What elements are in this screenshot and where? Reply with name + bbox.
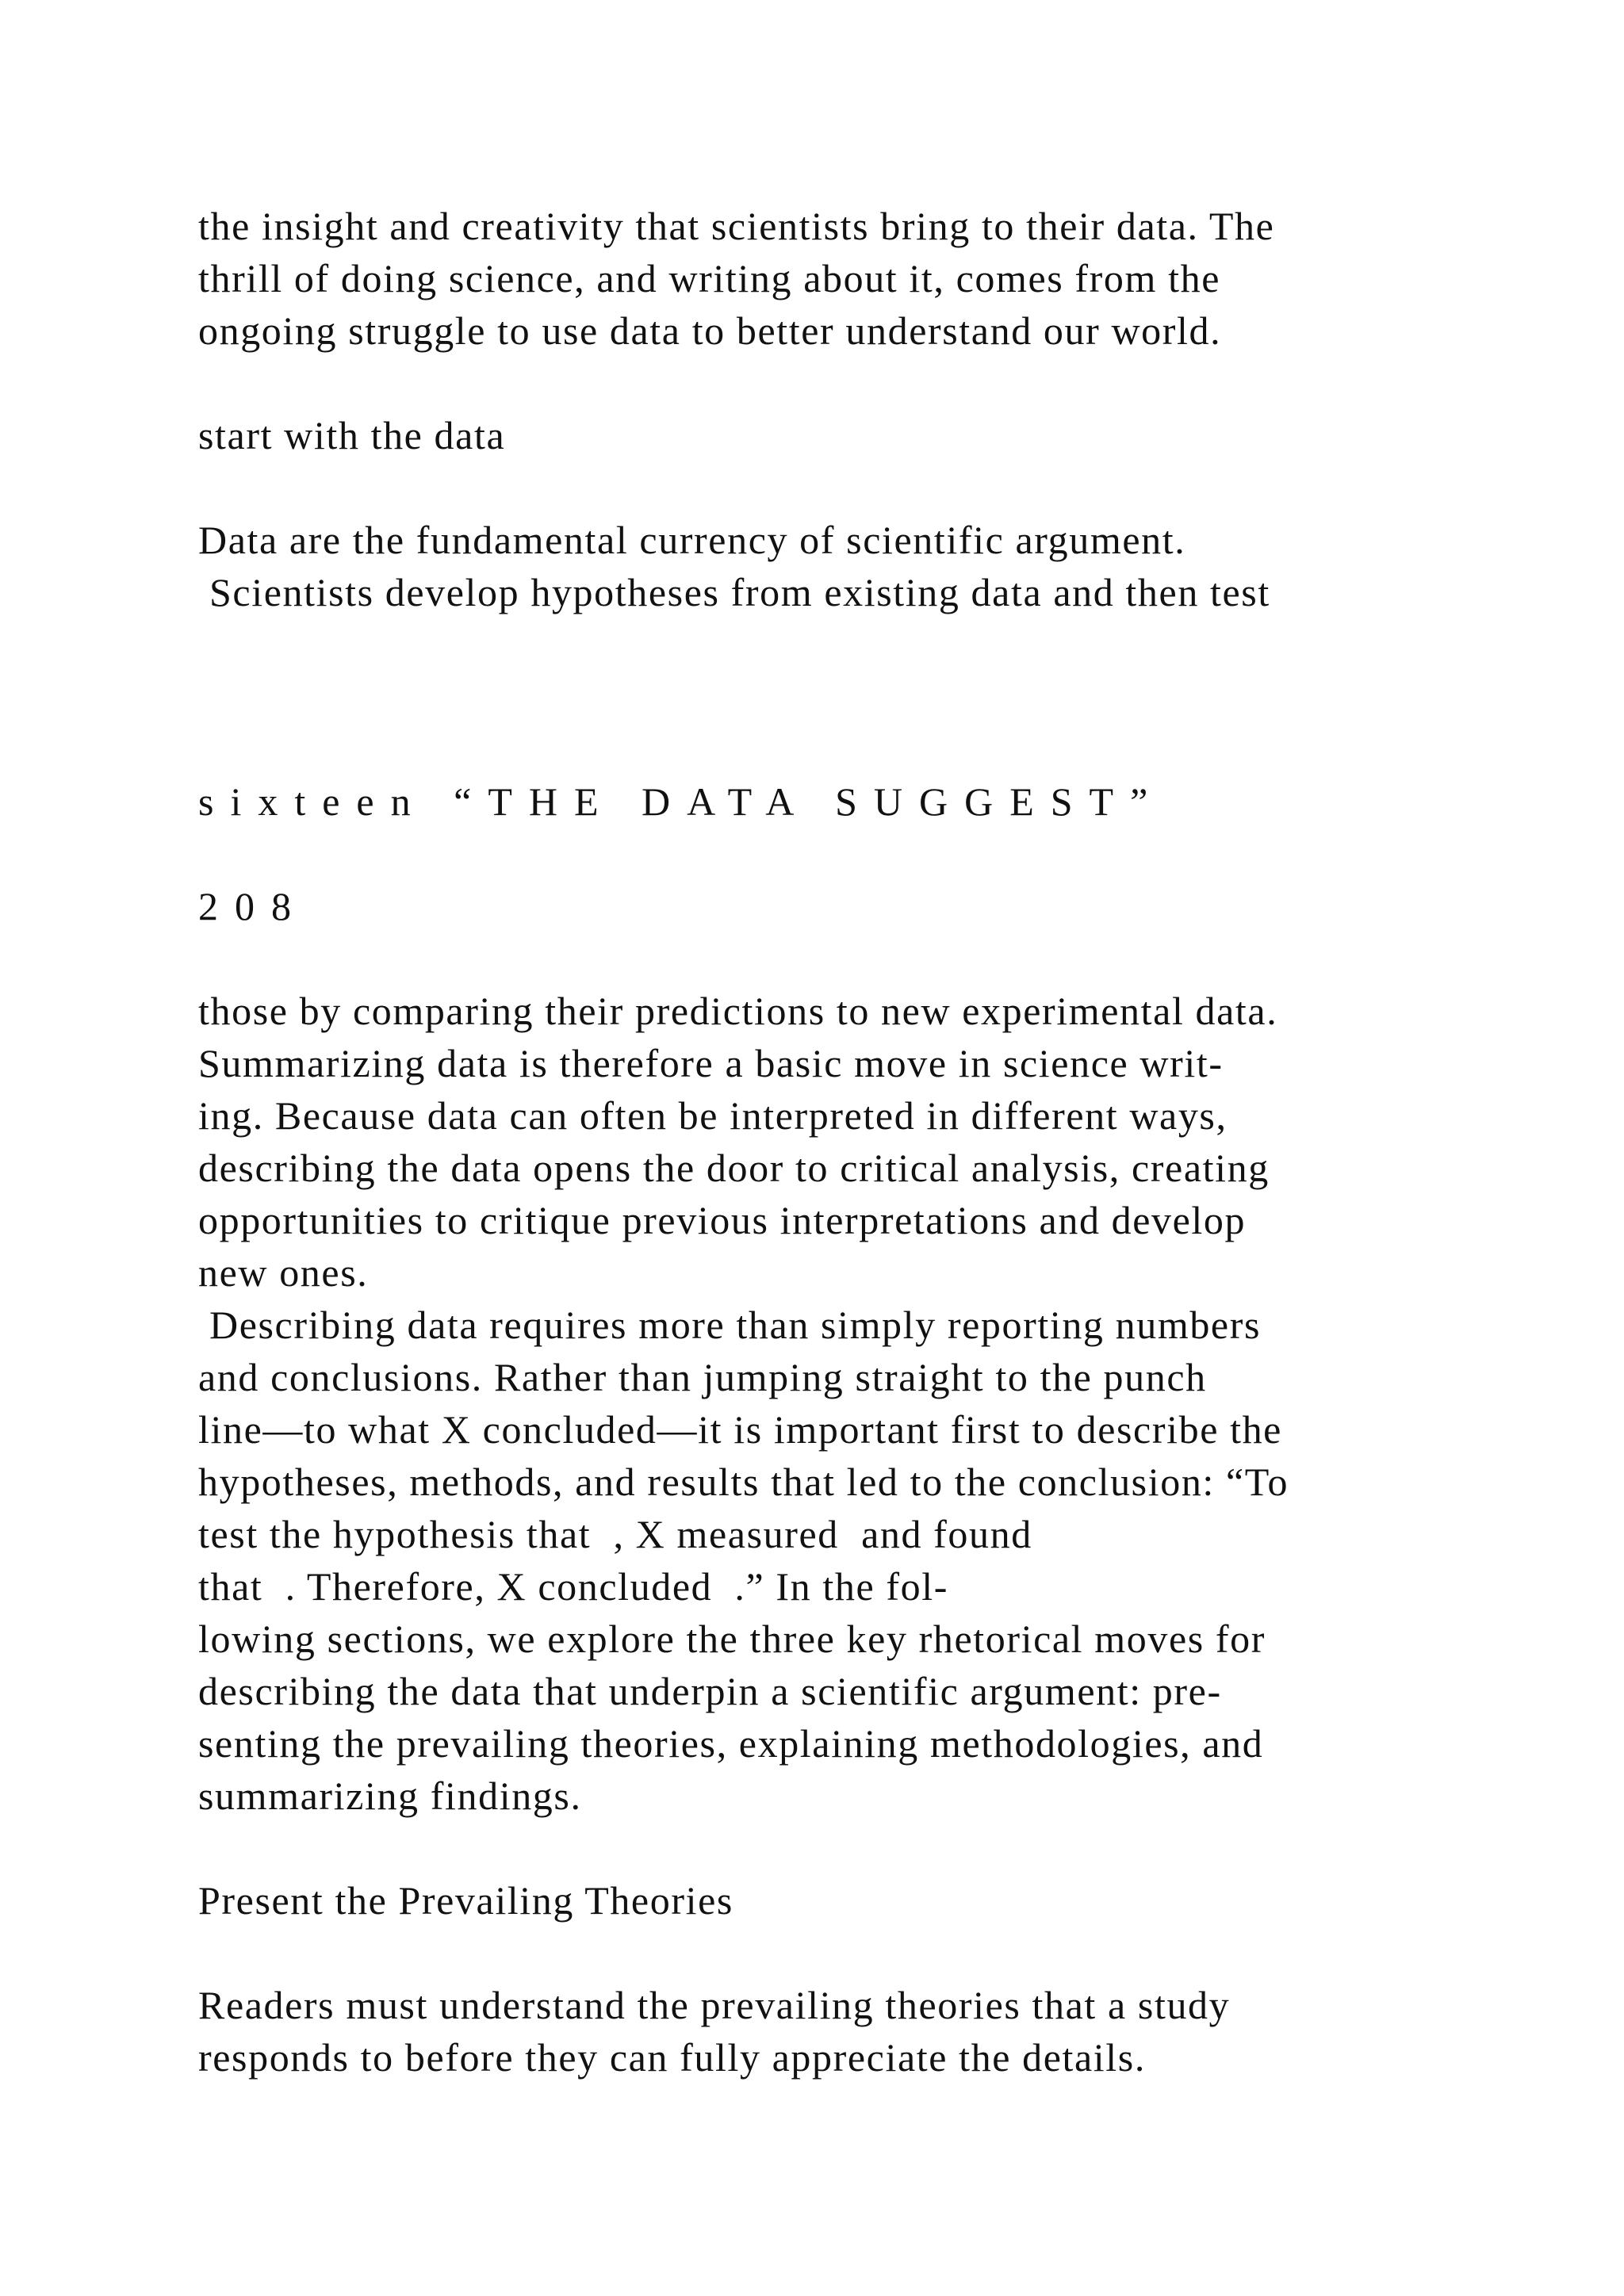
page-number: 208	[198, 884, 308, 928]
body-line: line—to what X concluded—it is important first to describe the	[198, 1407, 1282, 1452]
subheading: Present the Prevailing Theories	[198, 1878, 733, 1923]
body-line: Summarizing data is therefore a basic move in science writ-	[198, 1041, 1224, 1085]
body-line: the insight and creativity that scientists bring to their data. The	[198, 204, 1275, 248]
body-line: describing the data that underpin a scientific argument: pre-	[198, 1669, 1222, 1713]
body-line: Scientists develop hypotheses from existing data and then test	[209, 570, 1270, 614]
body-line: hypotheses, methods, and results that led to the conclusion: “To	[198, 1460, 1289, 1504]
running-head: sixteen “THE DATA SUGGEST”	[198, 779, 1165, 824]
body-line: Readers must understand the prevailing theories that a study	[198, 1983, 1231, 2027]
body-line: Describing data requires more than simply reporting numbers	[209, 1303, 1262, 1347]
body-line: lowing sections, we explore the three key rhetorical moves for	[198, 1617, 1266, 1661]
body-line: senting the prevailing theories, explaining methodologies, and	[198, 1721, 1264, 1766]
body-line: test the hypothesis that , X measured and found	[198, 1512, 1032, 1556]
body-line: ongoing struggle to use data to better understand our world.	[198, 308, 1222, 353]
body-line: summarizing findings.	[198, 1774, 582, 1818]
body-line: Data are the fundamental currency of scientific argument.	[198, 518, 1186, 562]
section-heading: start with the data	[198, 413, 506, 457]
body-line: thrill of doing science, and writing about it, comes from the	[198, 256, 1220, 300]
body-line: describing the data opens the door to critical analysis, creating	[198, 1146, 1270, 1190]
body-line: new ones.	[198, 1250, 369, 1295]
body-line: ing. Because data can often be interpreted in different ways,	[198, 1093, 1228, 1138]
body-line: that . Therefore, X concluded .” In the fol-	[198, 1564, 948, 1609]
body-line: those by comparing their predictions to new experimental data.	[198, 989, 1278, 1033]
body-line: opportunities to critique previous interpretations and develop	[198, 1198, 1247, 1242]
body-line: responds to before they can fully appreciate the details.	[198, 2035, 1146, 2080]
body-line: and conclusions. Rather than jumping straight to the punch	[198, 1355, 1207, 1399]
